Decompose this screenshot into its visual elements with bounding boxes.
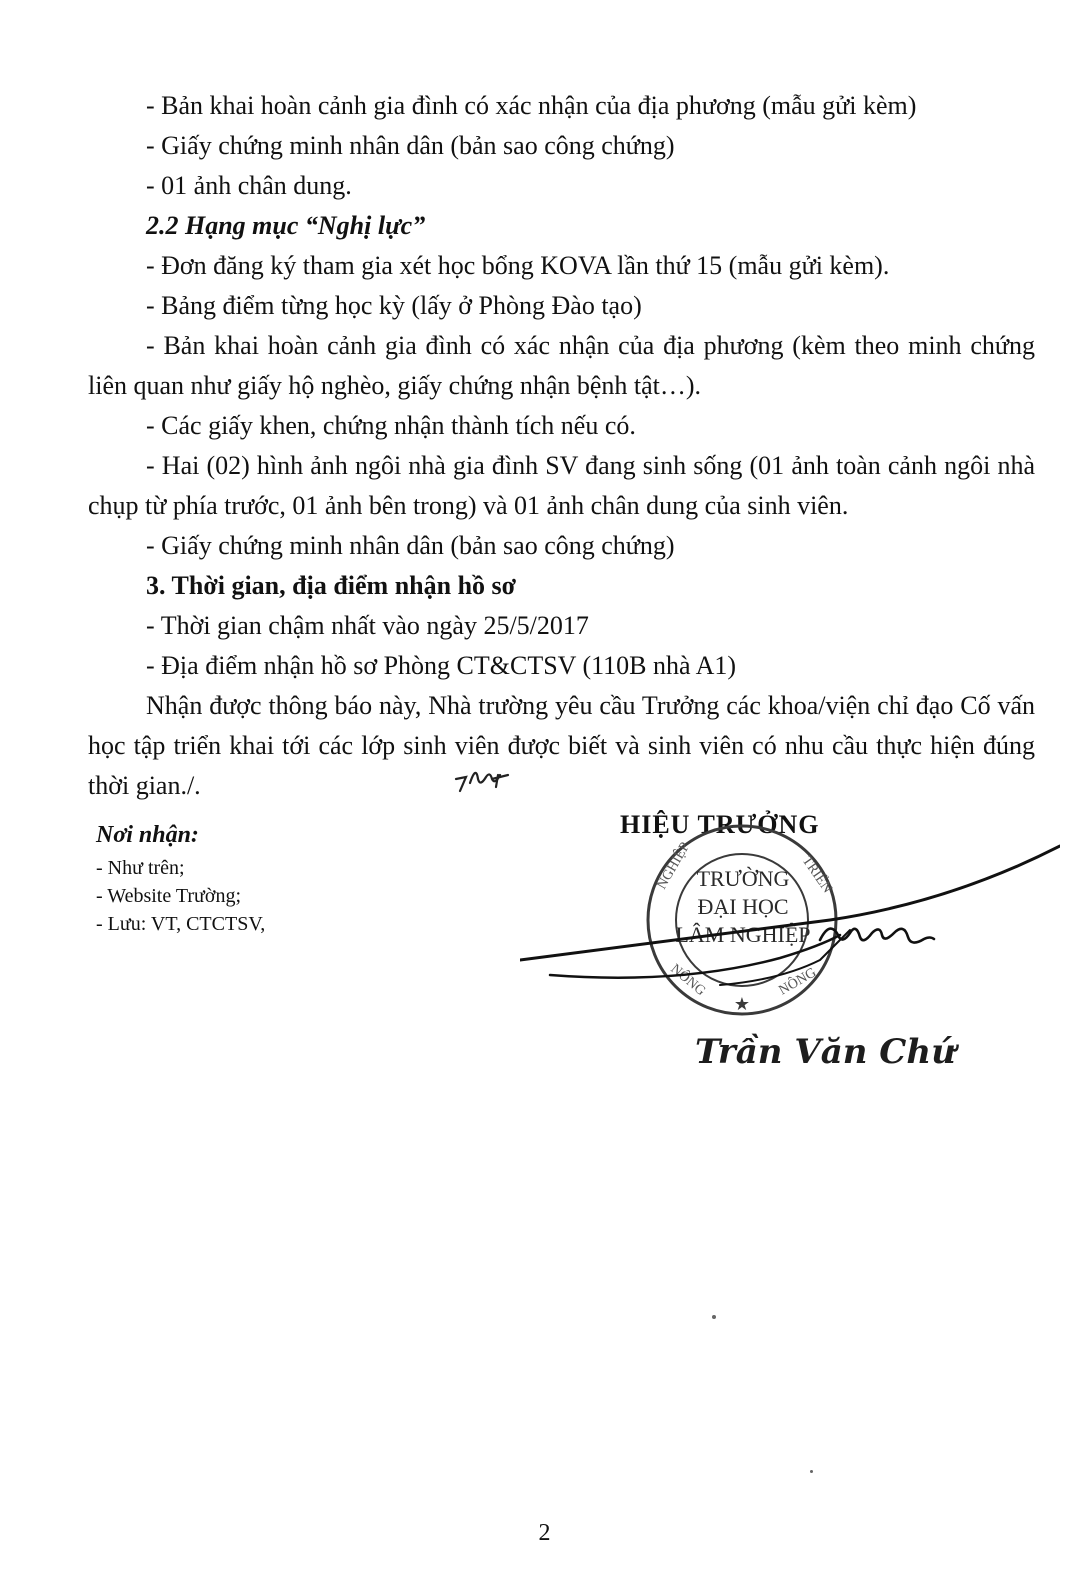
body-line: - Bảng điểm từng học kỳ (lấy ở Phòng Đào tạo) — [146, 291, 642, 320]
body-line: - Bản khai hoàn cảnh gia đình có xác nhận của địa phương (kèm theo minh chứng liên quan như giấy hộ nghèo, giấy chứng nhận bệnh tật…). — [88, 331, 1035, 400]
body-line: - Đơn đăng ký tham gia xét học bổng KOVA lần thứ 15 (mẫu gửi kèm). — [146, 251, 890, 280]
body-line: - Giấy chứng minh nhân dân (bản sao công chứng) — [146, 131, 675, 160]
document-body — [88, 86, 1035, 806]
seal-line: ĐẠI HỌC — [697, 894, 789, 919]
svg-text:NGHIỆP: NGHIỆP — [654, 840, 694, 892]
body-line: - Thời gian chậm nhất vào ngày 25/5/2017 — [146, 611, 589, 640]
recipient-item: - Website Trường; — [96, 885, 242, 907]
scan-speck — [712, 1315, 716, 1319]
svg-text:NÔNG: NÔNG — [776, 965, 820, 999]
signer-name: Trần Văn Chứ — [695, 1032, 956, 1072]
recipients-block — [96, 820, 496, 938]
section-heading-3: 3. Thời gian, địa điểm nhận hồ sơ — [146, 571, 517, 600]
svg-text:★: ★ — [733, 994, 751, 1014]
section-heading-2-2: 2.2 Hạng mục “Nghị lực” — [146, 211, 426, 240]
recipients-title: Nơi nhận: — [96, 822, 199, 848]
body-line: - Địa điểm nhận hồ sơ Phòng CT&CTSV (110B nhà A1) — [146, 651, 737, 680]
body-line: - Hai (02) hình ảnh ngôi nhà gia đình SV đang sinh sống (01 ảnh toàn cảnh ngôi nhà chụp từ phía trước, 01 ảnh bên trong) và 01 ảnh chân dung của sinh viên. — [88, 451, 1035, 520]
closing-paragraph: Nhận được thông báo này, Nhà trường yêu cầu Trưởng các khoa/viện chỉ đạo Cố vấn học tập triển khai tới các lớp sinh viên được biết và sinh viên có nhu cầu thực hiện đúng thời gian./. — [88, 691, 1035, 800]
recipient-item: - Lưu: VT, CTCTSV, — [96, 913, 266, 935]
svg-text:TRIỂN: TRIỂN — [798, 853, 835, 897]
body-line: - Giấy chứng minh nhân dân (bản sao công chứng) — [146, 531, 675, 560]
seal-line: TRƯỜNG — [696, 866, 790, 891]
page-number: 2 — [538, 1520, 551, 1546]
initials-scribble — [452, 765, 542, 795]
signer-title: HIỆU TRƯỞNG — [620, 810, 820, 839]
body-line: - Bản khai hoàn cảnh gia đình có xác nhận của địa phương (mẫu gửi kèm) — [146, 91, 917, 120]
scan-speck — [810, 1470, 813, 1473]
svg-text:NÔNG: NÔNG — [667, 961, 709, 1000]
signature-block — [520, 810, 1060, 1110]
body-line: - Các giấy khen, chứng nhận thành tích nếu có. — [146, 411, 636, 440]
body-line: - 01 ảnh chân dung. — [146, 171, 352, 200]
recipient-item: - Như trên; — [96, 857, 185, 879]
seal-line: LÂM NGHIỆP — [675, 922, 811, 947]
